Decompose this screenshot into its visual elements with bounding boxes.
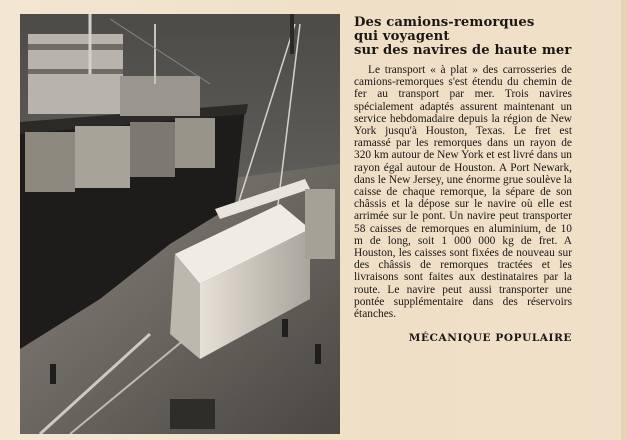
trailer-on-dock [305,189,335,259]
headline-line: sur des navires de haute mer [354,43,572,58]
dock-worker [315,344,321,364]
deck-container [75,126,130,188]
article [354,16,572,344]
deck-container [130,122,175,177]
headline-line: Des camions-remorques [354,15,535,30]
dock-vehicle [170,399,215,429]
bridge-window-row [28,44,123,50]
source-credit: MÉCANIQUE POPULAIRE [408,332,572,345]
headline-line: qui voyagent [354,29,450,44]
dock-worker [282,319,288,337]
photo-illustration [20,14,340,434]
ship-loading-photo [20,14,340,434]
page-edge [621,0,627,440]
article-headline [354,16,572,58]
deck-container [175,118,215,168]
bridge-window-row [28,69,123,74]
deck-container [25,132,75,192]
ship-superstructure [120,76,200,116]
article-body: Le transport « à plat » des carrosseries de camions-remorques s'est étendu du chemin de fer au transport par mer. Trois navires spécialement adaptés assurent maintenant un service hebdomadaire depuis la région de New York jusqu'à Houston, Texas. Le fret est ramassé par les remorques dans un rayon de 320 km autour de New York et est livré dans un rayon égal autour de Houston. A Port Newark, dans le New Jersey, une énorme grue soulève la caisse de chaque remorque, la sépare de son châssis et la dépose sur le navire où elle est arrimée sur le pont. Un navire peut transporter 58 caisses de remorques en aluminium, de 10 m de long, soit 1 000 000 kg de fret. A Houston, les caisses sont fixées de nouveau sur des châssis de remorques tractées et les livraisons sont faites aux destinataires par la route. Le navire peut aussi transporter une pontée supplémentaire dans des réservoirs étanches. [354,64,572,321]
dock-worker [50,364,56,384]
